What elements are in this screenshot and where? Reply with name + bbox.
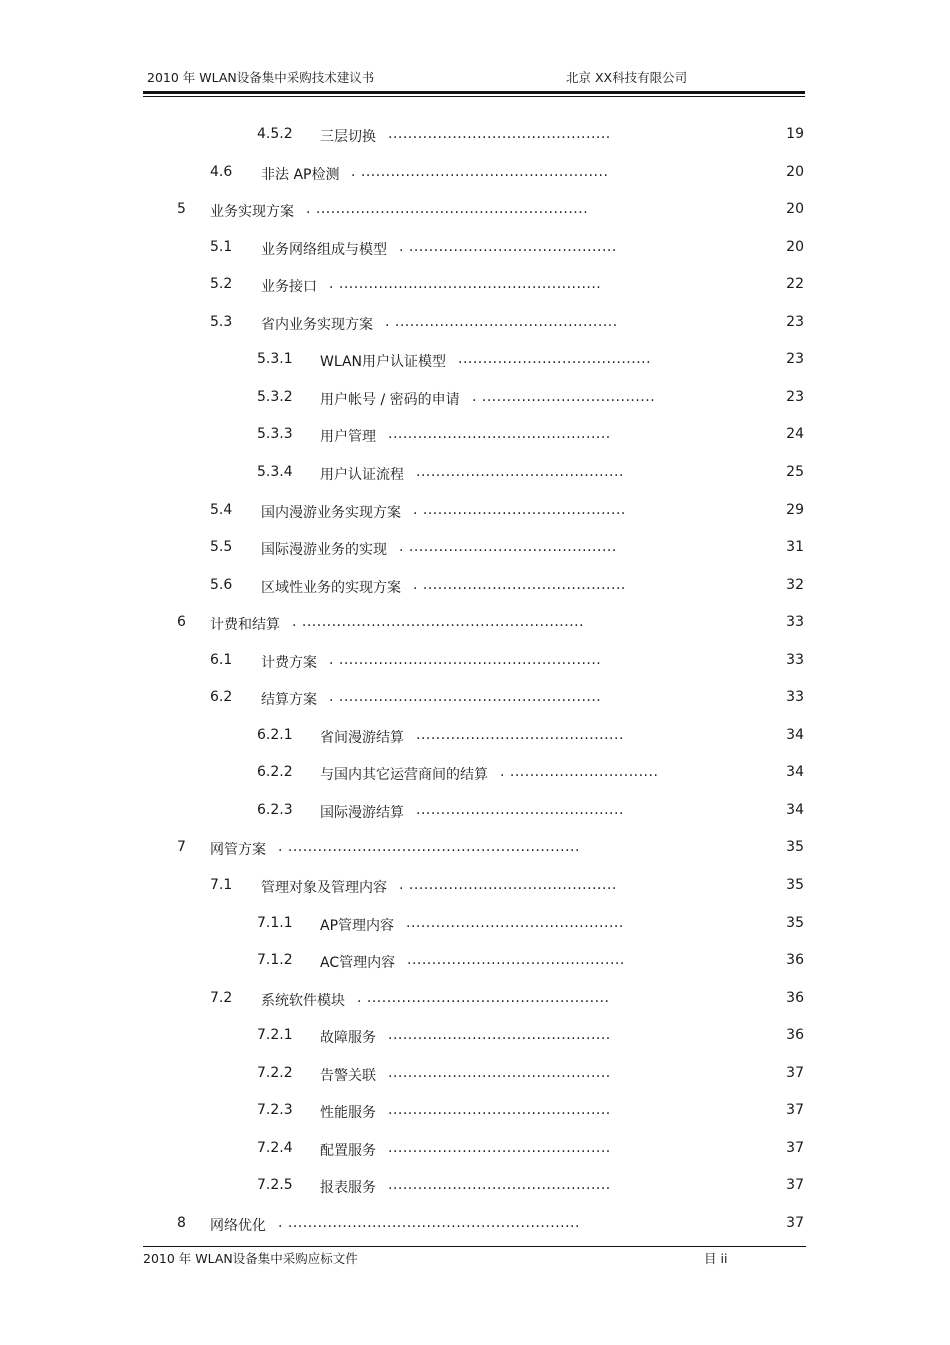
toc-entry-leader-dots: ....................................... [458, 351, 652, 368]
toc-entry-number: 5.1 [210, 238, 233, 255]
toc-entry-leader-dots: . ......................................... [413, 501, 626, 518]
toc-entry-page-number: 23 [786, 388, 804, 405]
toc-entry-number: 5.6 [210, 576, 233, 593]
toc-entry-title: 系统软件模块 [261, 992, 345, 1009]
toc-entry-leader-dots: . ......................................................... [292, 614, 585, 631]
toc-entry-leader-dots: ............................................. [388, 1177, 611, 1194]
toc-entry[interactable] [0, 154, 950, 191]
toc-entry-number: 7.1.1 [257, 914, 293, 931]
toc-entry[interactable] [0, 454, 950, 491]
toc-entry-title: 计费和结算 [210, 617, 280, 634]
toc-entry-number: 6.2.3 [257, 801, 293, 818]
toc-entry[interactable] [0, 679, 950, 716]
toc-entry-leader-dots: .......................................... [416, 726, 624, 743]
toc-entry-leader-dots: .......................................... [416, 463, 624, 480]
page-footer [0, 1249, 950, 1267]
footer-rule [143, 1246, 806, 1247]
toc-entry-title: 结算方案 [261, 692, 317, 709]
toc-entry[interactable] [0, 980, 950, 1017]
toc-entry-page-number: 37 [786, 1139, 804, 1156]
toc-entry-leader-dots: ............................................. [388, 1027, 611, 1044]
toc-entry-title: WLAN用户认证模型 [320, 354, 447, 371]
toc-entry[interactable] [0, 942, 950, 979]
toc-entry[interactable] [0, 604, 950, 641]
toc-entry-leader-dots: . ............................................. [385, 313, 618, 330]
toc-entry-number: 6.2.1 [257, 726, 293, 743]
toc-entry[interactable] [0, 905, 950, 942]
toc-entry-title: 业务实现方案 [210, 204, 294, 221]
toc-entry-number: 7 [177, 839, 186, 856]
toc-entry-title: 性能服务 [320, 1105, 376, 1122]
toc-entry-number: 7.1.2 [257, 952, 293, 969]
toc-entry-title: 省内业务实现方案 [261, 316, 373, 333]
toc-entry-title: 网络优化 [210, 1217, 266, 1234]
toc-entry-leader-dots: . ..................................................... [329, 689, 602, 706]
toc-entry-number: 7.2.3 [257, 1102, 293, 1119]
toc-entry[interactable] [0, 1167, 950, 1204]
toc-entry[interactable] [0, 492, 950, 529]
toc-entry-number: 5.2 [210, 276, 233, 293]
toc-entry-number: 5.3 [210, 313, 233, 330]
toc-entry[interactable] [0, 717, 950, 754]
toc-entry-page-number: 37 [786, 1177, 804, 1194]
toc-entry[interactable] [0, 792, 950, 829]
toc-entry-number: 7.2.4 [257, 1139, 293, 1156]
toc-entry-page-number: 36 [786, 989, 804, 1006]
toc-entry-page-number: 20 [786, 163, 804, 180]
toc-entry-title: 报表服务 [320, 1180, 376, 1197]
toc-entry-leader-dots: . ..................................................... [329, 276, 602, 293]
toc-entry-leader-dots: ............................................ [407, 952, 625, 969]
toc-entry-title: 用户帐号 / 密码的申请 [320, 391, 460, 408]
toc-entry-page-number: 35 [786, 839, 804, 856]
toc-entry-number: 7.1 [210, 877, 233, 893]
toc-entry[interactable] [0, 829, 950, 866]
toc-entry-page-number: 24 [786, 426, 804, 443]
footer-page-label: 目 ii [704, 1251, 728, 1266]
toc-entry-title: 国内漫游业务实现方案 [261, 504, 401, 521]
toc-entry-number: 7.2 [210, 989, 233, 1006]
toc-entry-page-number: 34 [786, 764, 804, 781]
toc-entry-page-number: 35 [786, 914, 804, 931]
header-company-name: 北京 XX科技有限公司 [566, 70, 688, 85]
toc-entry-page-number: 25 [786, 463, 804, 480]
toc-entry-leader-dots: . ......................................... [413, 576, 626, 593]
toc-entry-page-number: 19 [786, 126, 804, 142]
toc-entry[interactable] [0, 229, 950, 266]
toc-entry-number: 6.2 [210, 689, 233, 706]
toc-entry-title: 非法 AP检测 [261, 166, 340, 183]
toc-entry[interactable] [0, 567, 950, 604]
toc-entry-title: 区域性业务的实现方案 [261, 579, 401, 596]
toc-entry[interactable] [0, 379, 950, 416]
toc-entry-leader-dots: . ........................................................... [278, 839, 580, 856]
toc-entry-page-number: 36 [786, 952, 804, 969]
toc-entry-title: 三层切换 [320, 129, 376, 145]
toc-entry-title: 用户认证流程 [320, 466, 404, 483]
toc-entry-page-number: 22 [786, 276, 804, 293]
toc-entry-leader-dots: ............................................. [388, 426, 611, 443]
toc-entry-number: 5.3.4 [257, 463, 293, 480]
toc-entry-number: 8 [177, 1214, 186, 1231]
toc-entry-page-number: 23 [786, 313, 804, 330]
toc-entry-number: 6.1 [210, 651, 233, 668]
toc-entry-leader-dots: .......................................... [416, 801, 624, 818]
toc-entry[interactable] [0, 191, 950, 228]
toc-entry-leader-dots: . ....................................................... [306, 201, 589, 218]
toc-entry-number: 6 [177, 614, 186, 631]
toc-entry-number: 7.2.1 [257, 1027, 293, 1044]
toc-entry[interactable] [0, 116, 950, 153]
toc-entry-leader-dots: ............................................. [388, 1064, 611, 1081]
toc-entry[interactable] [0, 642, 950, 679]
toc-entry-leader-dots: . .............................. [500, 764, 659, 781]
toc-entry[interactable] [0, 867, 950, 904]
toc-entry-title: 用户管理 [320, 429, 376, 446]
toc-entry-leader-dots: . .................................................. [351, 163, 609, 180]
toc-entry[interactable] [0, 1092, 950, 1129]
toc-entry-number: 5.3.2 [257, 388, 293, 405]
toc-entry-page-number: 34 [786, 801, 804, 818]
toc-entry-title: 业务网络组成与模型 [261, 241, 387, 258]
toc-entry[interactable] [0, 754, 950, 791]
toc-entry-title: 告警关联 [320, 1067, 376, 1084]
toc-entry-title: 省间漫游结算 [320, 729, 404, 746]
toc-entry-page-number: 36 [786, 1027, 804, 1044]
toc-entry-leader-dots: . ................................... [472, 388, 656, 405]
toc-entry-page-number: 35 [786, 877, 804, 893]
toc-entry-number: 7.2.2 [257, 1064, 293, 1081]
toc-entry[interactable] [0, 1130, 950, 1167]
toc-entry[interactable] [0, 1017, 950, 1054]
toc-entry[interactable] [0, 341, 950, 378]
toc-entry-title: 配置服务 [320, 1142, 376, 1159]
toc-entry[interactable] [0, 304, 950, 341]
toc-entry-number: 5.3.3 [257, 426, 293, 443]
toc-entry[interactable] [0, 1055, 950, 1092]
toc-entry-title: AP管理内容 [320, 917, 395, 934]
toc-entry-number: 4.6 [210, 163, 233, 180]
toc-entry[interactable] [0, 416, 950, 453]
toc-entry-leader-dots: . ................................................. [357, 989, 610, 1006]
toc-entry-title: 网管方案 [210, 842, 266, 859]
toc-entry-page-number: 20 [786, 238, 804, 255]
toc-entry-leader-dots: . .......................................... [399, 539, 617, 556]
header-rule-thin [143, 96, 805, 97]
toc-entry-number: 7.2.5 [257, 1177, 293, 1194]
toc-entry-title: 业务接口 [261, 279, 317, 296]
toc-entry-number: 5.4 [210, 501, 233, 518]
header-rule-thick [143, 91, 805, 94]
toc-entry-title: 故障服务 [320, 1030, 376, 1047]
toc-entry-leader-dots: ............................................ [406, 914, 624, 931]
toc-entry-page-number: 33 [786, 651, 804, 668]
toc-entry[interactable] [0, 266, 950, 303]
toc-entry-leader-dots: . ..................................................... [329, 651, 602, 668]
toc-entry-page-number: 37 [786, 1064, 804, 1081]
toc-entry-page-number: 37 [786, 1214, 804, 1231]
toc-entry-number: 5 [177, 201, 186, 218]
toc-entry-title: 国际漫游结算 [320, 804, 404, 821]
toc-entry-leader-dots: ............................................. [388, 1139, 611, 1156]
toc-entry-leader-dots: ............................................. [388, 126, 611, 142]
toc-entry-title: 与国内其它运营商间的结算 [320, 767, 488, 784]
toc-entry-title: 计费方案 [261, 654, 317, 671]
toc-entry-page-number: 32 [786, 576, 804, 593]
toc-entry-page-number: 31 [786, 539, 804, 556]
toc-entry-title: 管理对象及管理内容 [261, 880, 387, 896]
toc-entry-number: 5.3.1 [257, 351, 293, 368]
toc-entry-leader-dots: . .......................................... [399, 877, 617, 893]
toc-entry-title: AC管理内容 [320, 955, 396, 972]
toc-entry-leader-dots: . ........................................................... [278, 1214, 580, 1231]
toc-entry-page-number: 33 [786, 614, 804, 631]
toc-entry-page-number: 23 [786, 351, 804, 368]
toc-entry-number: 4.5.2 [257, 126, 293, 142]
header-document-title: 2010 年 WLAN设备集中采购技术建议书 [147, 70, 375, 85]
page-header [0, 66, 950, 86]
toc-entry[interactable] [0, 529, 950, 566]
toc-entry-number: 6.2.2 [257, 764, 293, 781]
toc-entry-page-number: 29 [786, 501, 804, 518]
footer-document-title: 2010 年 WLAN设备集中采购应标文件 [143, 1251, 358, 1266]
toc-entry-page-number: 20 [786, 201, 804, 218]
toc-entry-page-number: 37 [786, 1102, 804, 1119]
toc-entry-page-number: 34 [786, 726, 804, 743]
toc-entry-number: 5.5 [210, 539, 233, 556]
toc-entry[interactable] [0, 1205, 950, 1242]
toc-entry-page-number: 33 [786, 689, 804, 706]
toc-entry-title: 国际漫游业务的实现 [261, 542, 387, 559]
toc-entry-leader-dots: . .......................................... [399, 238, 617, 255]
toc-entry-leader-dots: ............................................. [388, 1102, 611, 1119]
